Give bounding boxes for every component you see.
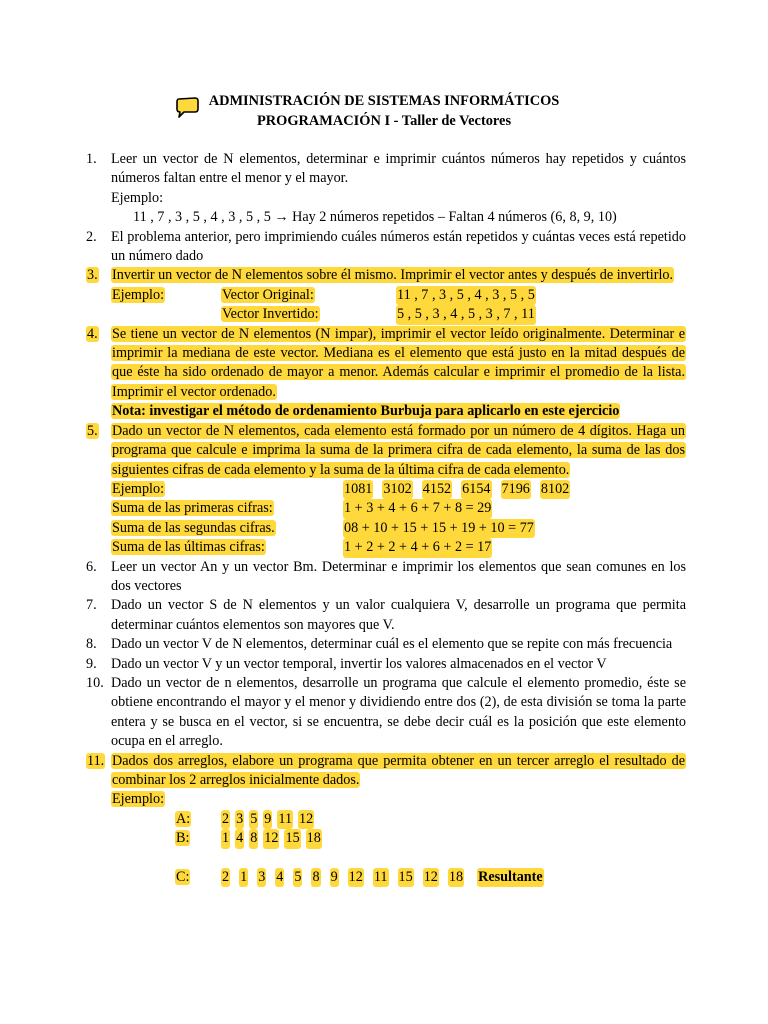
item-number: 5.: [87, 422, 98, 439]
array-value: 12: [298, 810, 314, 829]
exercise-item-3: [86, 266, 686, 324]
array-row-b: [111, 829, 686, 848]
array-value: 4: [235, 829, 244, 848]
item-number: 9.: [86, 655, 97, 672]
array-value: 9: [330, 868, 339, 887]
array-value: 3: [257, 868, 266, 887]
exercise-item-2: [86, 228, 686, 267]
original-value: 11 , 7 , 3 , 5 , 4 , 3 , 5 , 5: [396, 286, 536, 305]
array-value: 18: [448, 868, 464, 887]
document-title: ADMINISTRACIÓN DE SISTEMAS INFORMÁTICOS: [208, 93, 560, 109]
array-value: 2: [221, 810, 230, 829]
exercise-item-8: [86, 635, 686, 654]
array-value: 2: [221, 868, 230, 887]
item-text: Dado un vector V de N elementos, determinar cuál es el elemento que se repite con más frecuencia: [111, 636, 673, 653]
item-text: Invertir un vector de N elementos sobre él mismo. Imprimir el vector antes y después de invertirlo.: [112, 267, 674, 284]
array-value: 1: [239, 868, 248, 887]
example-value: 8102: [540, 480, 570, 499]
array-value: 18: [306, 829, 322, 848]
item-text: Leer un vector de N elementos, determinar e imprimir cuántos números hay repetidos y cuántos números faltan entre el menor y el mayor.: [111, 151, 686, 187]
item-number: 10.: [86, 674, 104, 691]
array-value: 15: [398, 868, 414, 887]
array-row-c: [111, 868, 686, 887]
item-number: 6.: [86, 558, 97, 575]
array-value: 11: [277, 810, 293, 829]
array-value: 15: [284, 829, 300, 848]
array-value: 9: [263, 810, 272, 829]
example-row-original: [111, 286, 686, 305]
item-text: Dado un vector de n elementos, desarrolle un programa que calcule el elemento promedio, éste se obtiene encontrando el mayor y el menor y dividiendo entre dos (2), de esta división se toma la parte entera y se busca en el vector, si se encuentra, se debe decir cuál es la posición que este elemento ocupa en el arreglo.: [111, 674, 686, 750]
example-value: 3102: [382, 480, 412, 499]
exercise-item-9: [86, 655, 686, 674]
exercise-item-7: [86, 596, 686, 635]
original-label: Vector Original:: [222, 286, 314, 303]
document-subtitle: PROGRAMACIÓN I - Taller de Vectores: [256, 113, 512, 129]
note-text: Nota: investigar el método de ordenamiento Burbuja para aplicarlo en este ejercicio: [112, 403, 620, 420]
array-value: 4: [275, 868, 284, 887]
example-value: 4152: [422, 480, 452, 499]
array-value: 8: [311, 868, 320, 887]
item-number: 2.: [86, 228, 97, 245]
sum-value: 08 + 10 + 15 + 15 + 19 + 10 = 77: [343, 519, 535, 538]
item-text: Dados dos arreglos, elabore un programa que permita obtener en un tercer arreglo el resultado de combinar los 2 arreglos inicialmente dados.: [112, 752, 685, 788]
sum-label: Suma de las primeras cifras:: [112, 500, 273, 517]
example-row: [111, 480, 686, 499]
exercise-item-6: [86, 558, 686, 597]
array-label: A:: [176, 810, 191, 827]
sum-value: 1 + 2 + 2 + 4 + 6 + 2 = 17: [343, 538, 492, 557]
sum-row-last: [111, 538, 686, 557]
example-value: 1081: [343, 480, 373, 499]
array-value: 3: [235, 810, 244, 829]
array-value: 5: [293, 868, 302, 887]
exercise-item-1: [86, 150, 686, 228]
example-value: 6154: [461, 480, 491, 499]
item-text: Dado un vector S de N elementos y un valor cualquiera V, desarrolle un programa que permita determinar cuántos elementos son mayores que V.: [111, 597, 686, 633]
array-value: 8: [249, 829, 258, 848]
item-text: Dado un vector V y un vector temporal, invertir los valores almacenados en el vector V: [111, 655, 607, 672]
array-value: 5: [249, 810, 258, 829]
exercise-item-4: [86, 325, 686, 422]
item-number: 8.: [86, 636, 97, 653]
sum-value: 1 + 3 + 4 + 6 + 7 + 8 = 29: [343, 499, 492, 518]
exercise-list: [86, 150, 686, 887]
item-number: 7.: [86, 597, 97, 614]
sum-row-first: [111, 499, 686, 518]
item-number: 11.: [87, 752, 105, 769]
array-value: 12: [263, 829, 279, 848]
result-label: Resultante: [477, 868, 544, 887]
example-label: Ejemplo:: [111, 189, 164, 206]
array-value: 1: [221, 829, 230, 848]
example-row-inverted: [111, 305, 686, 324]
example-label: Ejemplo:: [112, 480, 165, 497]
array-value: 12: [348, 868, 364, 887]
inverted-label: Vector Invertido:: [222, 306, 319, 323]
example-label: Ejemplo:: [112, 286, 165, 303]
item-text: Dado un vector de N elementos, cada elemento está formado por un número de 4 dígitos. Haga un programa que calcule e imprima la suma de la primera cifra de cada elemento, la suma de las dos siguientes cifras de cada elemento y la suma de la última cifra de cada elemento.: [112, 422, 685, 478]
array-label: C:: [176, 869, 190, 886]
inverted-value: 5 , 5 , 3 , 4 , 5 , 3 , 7 , 11: [396, 305, 536, 324]
sum-row-second: [111, 519, 686, 538]
sum-label: Suma de las últimas cifras:: [112, 539, 265, 556]
example-label: Ejemplo:: [112, 791, 165, 808]
exercise-item-10: [86, 674, 686, 752]
item-text: Leer un vector An y un vector Bm. Determinar e imprimir los elementos que sean comunes en los dos vectores: [111, 558, 686, 594]
item-number: 3.: [87, 267, 98, 284]
item-number: 4.: [87, 325, 98, 342]
array-row-a: [111, 810, 686, 829]
item-text: El problema anterior, pero imprimiendo cuáles números están repetidos y cuántas veces está repetido un número dado: [111, 228, 686, 265]
item-text: Se tiene un vector de N elementos (N impar), imprimir el vector leído originalmente. Determinar e imprimir la mediana de este vector. Mediana es el elemento que está justo en la mitad después de que éste ha sido ordenado de mayor a menor. Además calcular e imprimir el promedio de la lista. Imprimir el vector ordenado.: [112, 325, 685, 400]
array-label: B:: [176, 830, 190, 847]
example-line: 11 , 7 , 3 , 5 , 4 , 3 , 5 , 5 → Hay 2 números repetidos – Faltan 4 números (6, 8, 9, 10): [133, 209, 617, 226]
exercise-item-5: [86, 422, 686, 558]
example-value: 7196: [501, 480, 531, 499]
array-value: 12: [423, 868, 439, 887]
item-number: 1.: [86, 151, 97, 167]
sum-label: Suma de las segundas cifras.: [112, 519, 275, 536]
exercise-item-11: [86, 752, 686, 888]
array-value: 11: [373, 868, 389, 887]
